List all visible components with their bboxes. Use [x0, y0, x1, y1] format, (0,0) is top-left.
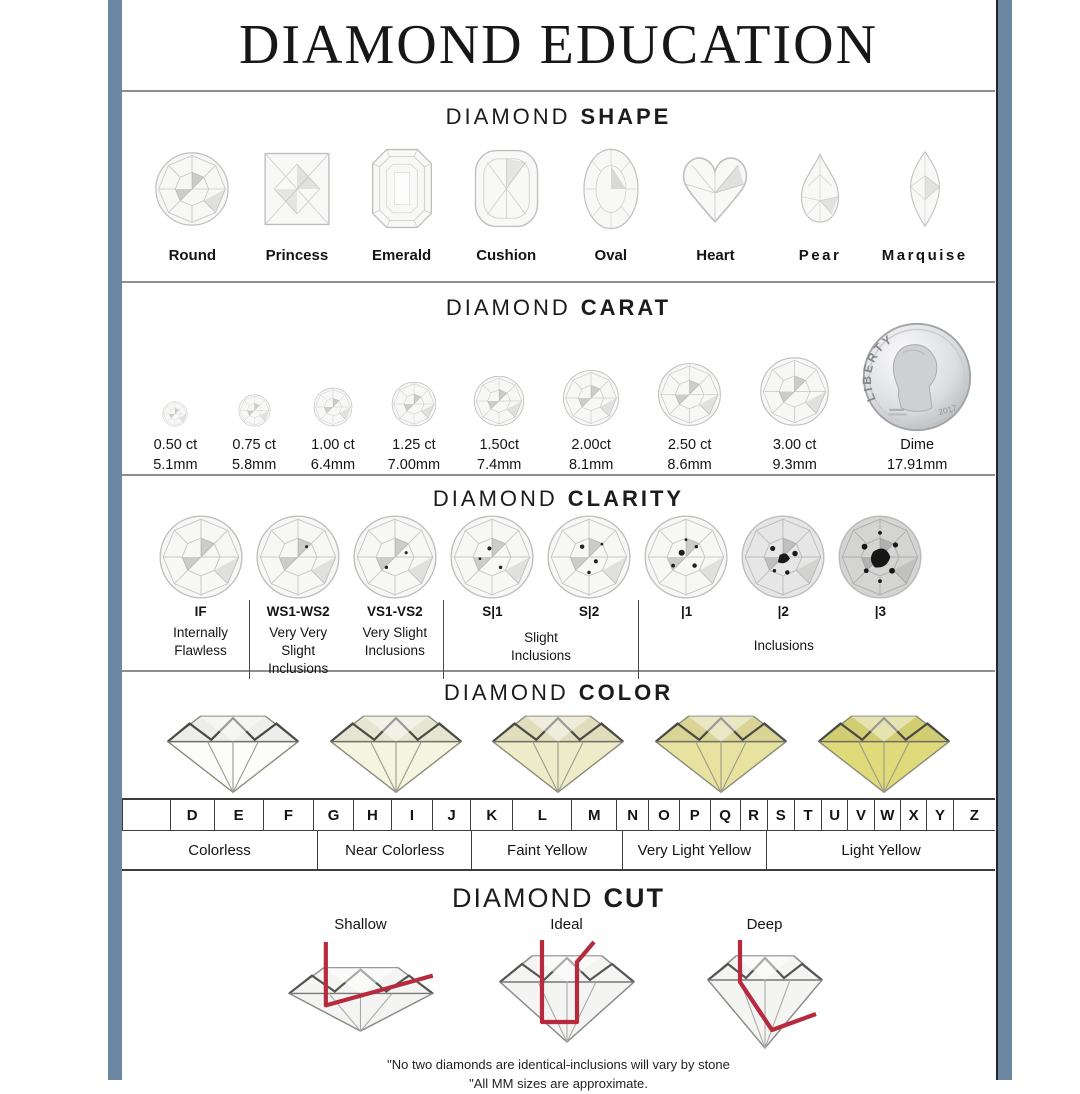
clarity-grade-descriptions [152, 619, 929, 679]
shape-heading-regular: DIAMOND [445, 104, 571, 129]
clarity-diamond-vs-icon [352, 514, 438, 600]
carat-mm: 7.00mm [387, 457, 441, 473]
shape-item-princess [245, 130, 350, 281]
color-grade-letter: Z [969, 806, 979, 824]
carat-item [543, 321, 639, 483]
carat-value: 1.00 ct [311, 437, 355, 453]
clarity-grade: VS1-VS2 [367, 604, 423, 619]
clarity-grade: |1 [638, 600, 735, 619]
cut-item-shallow [277, 916, 445, 1054]
clarity-grade: |2 [777, 604, 789, 619]
carat-value: 3.00 ct [772, 437, 817, 453]
clarity-heading-regular: DIAMOND [432, 486, 558, 511]
marquise-diamond-icon [898, 149, 952, 229]
cut-item-ideal [491, 916, 643, 1054]
color-grade-letter: L [513, 800, 572, 830]
color-grade-letter: J [433, 800, 471, 830]
cut-label: Shallow [334, 916, 387, 933]
section-diamond-cut [122, 875, 995, 1091]
shape-item-marquise [872, 130, 977, 281]
color-diamond-faint-yellow-icon [484, 709, 632, 795]
shape-label: Cushion [476, 247, 537, 264]
section-diamond-carat [122, 283, 995, 474]
carat-mm: 9.3mm [772, 457, 817, 473]
clarity-diamond-i2-icon [740, 514, 826, 600]
carat-mm: 8.6mm [667, 457, 712, 473]
color-group-label: Colorless [188, 841, 251, 859]
round-diamond-icon [657, 362, 722, 427]
heart-diamond-icon [674, 149, 756, 229]
color-grade-letter: P [680, 800, 711, 830]
cut-heading-regular: DIAMOND [452, 883, 594, 913]
color-grade-letter: S [768, 800, 795, 830]
color-grade-letter: Y [927, 800, 953, 830]
shape-label: Pear [798, 247, 842, 264]
carat-value: Dime [900, 437, 935, 453]
cut-heading-bold: CUT [603, 883, 665, 913]
color-grade-letter: K [471, 800, 513, 830]
round-diamond-icon [238, 394, 271, 427]
color-group-label: Light Yellow [766, 831, 995, 869]
pear-diamond-icon [791, 150, 849, 228]
shape-label: Princess [265, 247, 329, 264]
carat-item [215, 321, 294, 483]
carat-item [372, 321, 455, 483]
carat-heading-regular: DIAMOND [445, 295, 571, 320]
color-group-label: Near Colorless [317, 831, 471, 869]
clarity-grades-table [122, 600, 995, 679]
clarity-grade-codes [152, 600, 929, 619]
clarity-grade: IF [194, 604, 207, 619]
color-grade-letter: N [617, 800, 649, 830]
color-grade-letter: F [264, 800, 315, 830]
carat-row [122, 321, 995, 483]
round-diamond-icon [162, 401, 188, 427]
carat-heading-bold: CARAT [580, 295, 672, 320]
clarity-diamond-row [122, 512, 995, 600]
clarity-heading-bold: CLARITY [567, 486, 685, 511]
carat-value: 2.00ct [571, 437, 611, 453]
color-letter-scale [122, 798, 995, 831]
shape-row [122, 130, 995, 281]
color-scale-spacer [123, 800, 171, 830]
round-diamond-icon [562, 369, 620, 427]
section-diamond-color [122, 672, 995, 875]
shallow-cut-diagram-icon [277, 936, 445, 1040]
shape-item-emerald [349, 130, 454, 281]
color-grade-letter: Q [711, 800, 741, 830]
color-diamond-light-yellow-icon [810, 709, 958, 795]
shape-item-oval [559, 130, 664, 281]
cut-label: Ideal [550, 916, 583, 933]
clarity-diamond-si1-icon [449, 514, 535, 600]
footer-disclaimer [387, 1056, 730, 1094]
clarity-grade: |3 [874, 604, 887, 619]
color-grade-letter: O [649, 800, 680, 830]
shape-label: Emerald [371, 247, 432, 264]
carat-value: 0.75 ct [232, 437, 276, 453]
clarity-diamond-si2-icon [546, 514, 632, 600]
color-diamond-colorless-icon [159, 709, 307, 795]
cut-heading [452, 883, 665, 914]
carat-item [740, 321, 849, 483]
round-diamond-icon [473, 375, 525, 427]
oval-diamond-icon [581, 147, 641, 231]
clarity-description-line: Internally [173, 625, 228, 640]
clarity-grade: S|2 [578, 604, 600, 619]
cut-item-deep [689, 916, 841, 1054]
clarity-description [638, 619, 929, 679]
color-heading-regular: DIAMOND [443, 680, 569, 705]
shape-item-round [140, 130, 245, 281]
carat-item [294, 321, 373, 483]
page-title: DIAMOND EDUCATION [238, 14, 879, 76]
clarity-description-line: Very Slight [362, 625, 428, 640]
section-diamond-shape [122, 92, 995, 281]
clarity-heading [122, 486, 995, 512]
color-grade-letter: R [741, 800, 768, 830]
ideal-cut-diagram-icon [491, 936, 643, 1048]
clarity-description [249, 619, 346, 679]
clarity-diamond-if-icon [158, 514, 244, 600]
carat-item [639, 321, 740, 483]
round-diamond-icon [391, 381, 437, 427]
color-group-label: Very Light Yellow [622, 831, 766, 869]
round-diamond-icon [154, 151, 230, 227]
shape-item-cushion [454, 130, 559, 281]
shape-label: Heart [696, 247, 735, 264]
left-accent-bar [108, 0, 122, 1080]
color-grade-letter: M [572, 800, 617, 830]
dime-coin-icon [861, 321, 973, 433]
footer-line: "All MM sizes are approximate. [469, 1075, 648, 1091]
clarity-diamond-ws-icon [255, 514, 341, 600]
carat-mm: 17.91mm [886, 457, 948, 473]
color-grade-letter: I [392, 800, 433, 830]
deep-cut-diagram-icon [689, 936, 841, 1054]
cut-diagram-row [277, 916, 841, 1054]
clarity-description [346, 619, 443, 679]
clarity-grade: WS1-WS2 [249, 600, 346, 619]
clarity-diamond-i1-icon [643, 514, 729, 600]
shape-heading [122, 104, 995, 130]
color-grade-letter: H [354, 800, 392, 830]
color-diamond-very-light-yellow-icon [647, 709, 795, 795]
carat-mm: 7.4mm [477, 457, 522, 473]
carat-mm: 5.8mm [231, 457, 277, 473]
emerald-diamond-icon [370, 147, 434, 230]
section-diamond-clarity [122, 476, 995, 677]
carat-value: 1.25 ct [392, 437, 436, 453]
content-column [122, 0, 995, 1091]
shape-label: Round [168, 247, 217, 264]
carat-item [455, 321, 543, 483]
shape-label: Oval [594, 247, 628, 264]
princess-diamond-icon [261, 150, 333, 228]
color-diamond-row [122, 706, 995, 798]
carat-value: 2.50 ct [667, 437, 712, 453]
shape-label: Marquise [881, 247, 968, 264]
clarity-description-line: Slight [524, 630, 558, 645]
carat-mm: 5.1mm [153, 457, 198, 473]
clarity-description [443, 619, 637, 679]
color-diamond-near-colorless-icon [322, 709, 470, 795]
clarity-description-line: Flawless [174, 643, 227, 659]
clarity-description-line: Very Very [269, 625, 328, 640]
color-grade-letter: G [314, 800, 354, 830]
round-diamond-icon [313, 387, 353, 427]
shape-item-heart [663, 130, 768, 281]
clarity-grade: S|1 [443, 600, 540, 619]
color-heading-bold: COLOR [578, 680, 674, 705]
carat-item-dime [849, 321, 985, 483]
color-grade-letter: E [215, 800, 264, 830]
carat-value: 0.50 ct [153, 437, 198, 453]
clarity-diamond-i3-icon [837, 514, 923, 600]
footer-line: "No two diamonds are identical-inclusions will vary by stone [387, 1057, 730, 1072]
clarity-description-line: Inclusions [364, 643, 425, 659]
right-accent-bar [996, 0, 1012, 1080]
color-grade-letter: X [901, 800, 927, 830]
shape-item-pear [768, 130, 873, 281]
color-grade-letter: D [171, 800, 215, 830]
color-grade-letter: W [875, 800, 901, 830]
color-heading [122, 680, 995, 706]
color-group-label: Faint Yellow [471, 831, 621, 869]
cushion-diamond-icon [472, 147, 541, 230]
carat-heading [122, 295, 995, 321]
clarity-description-line: Inclusions [510, 648, 572, 664]
color-group-row [122, 831, 995, 871]
clarity-description-line: Inclusions [753, 638, 814, 653]
cut-label: Deep [746, 916, 783, 933]
clarity-description-line: Slight Inclusions [268, 643, 329, 677]
color-grade-letter: V [848, 800, 874, 830]
shape-heading-bold: SHAPE [580, 104, 672, 129]
carat-item [136, 321, 215, 483]
color-grade-letter: U [822, 800, 848, 830]
clarity-description [152, 619, 249, 679]
carat-value: 1.50ct [479, 437, 519, 453]
color-grade-letter: T [795, 800, 822, 830]
carat-mm: 6.4mm [310, 457, 356, 473]
carat-mm: 8.1mm [568, 457, 614, 473]
round-diamond-icon [759, 356, 830, 427]
